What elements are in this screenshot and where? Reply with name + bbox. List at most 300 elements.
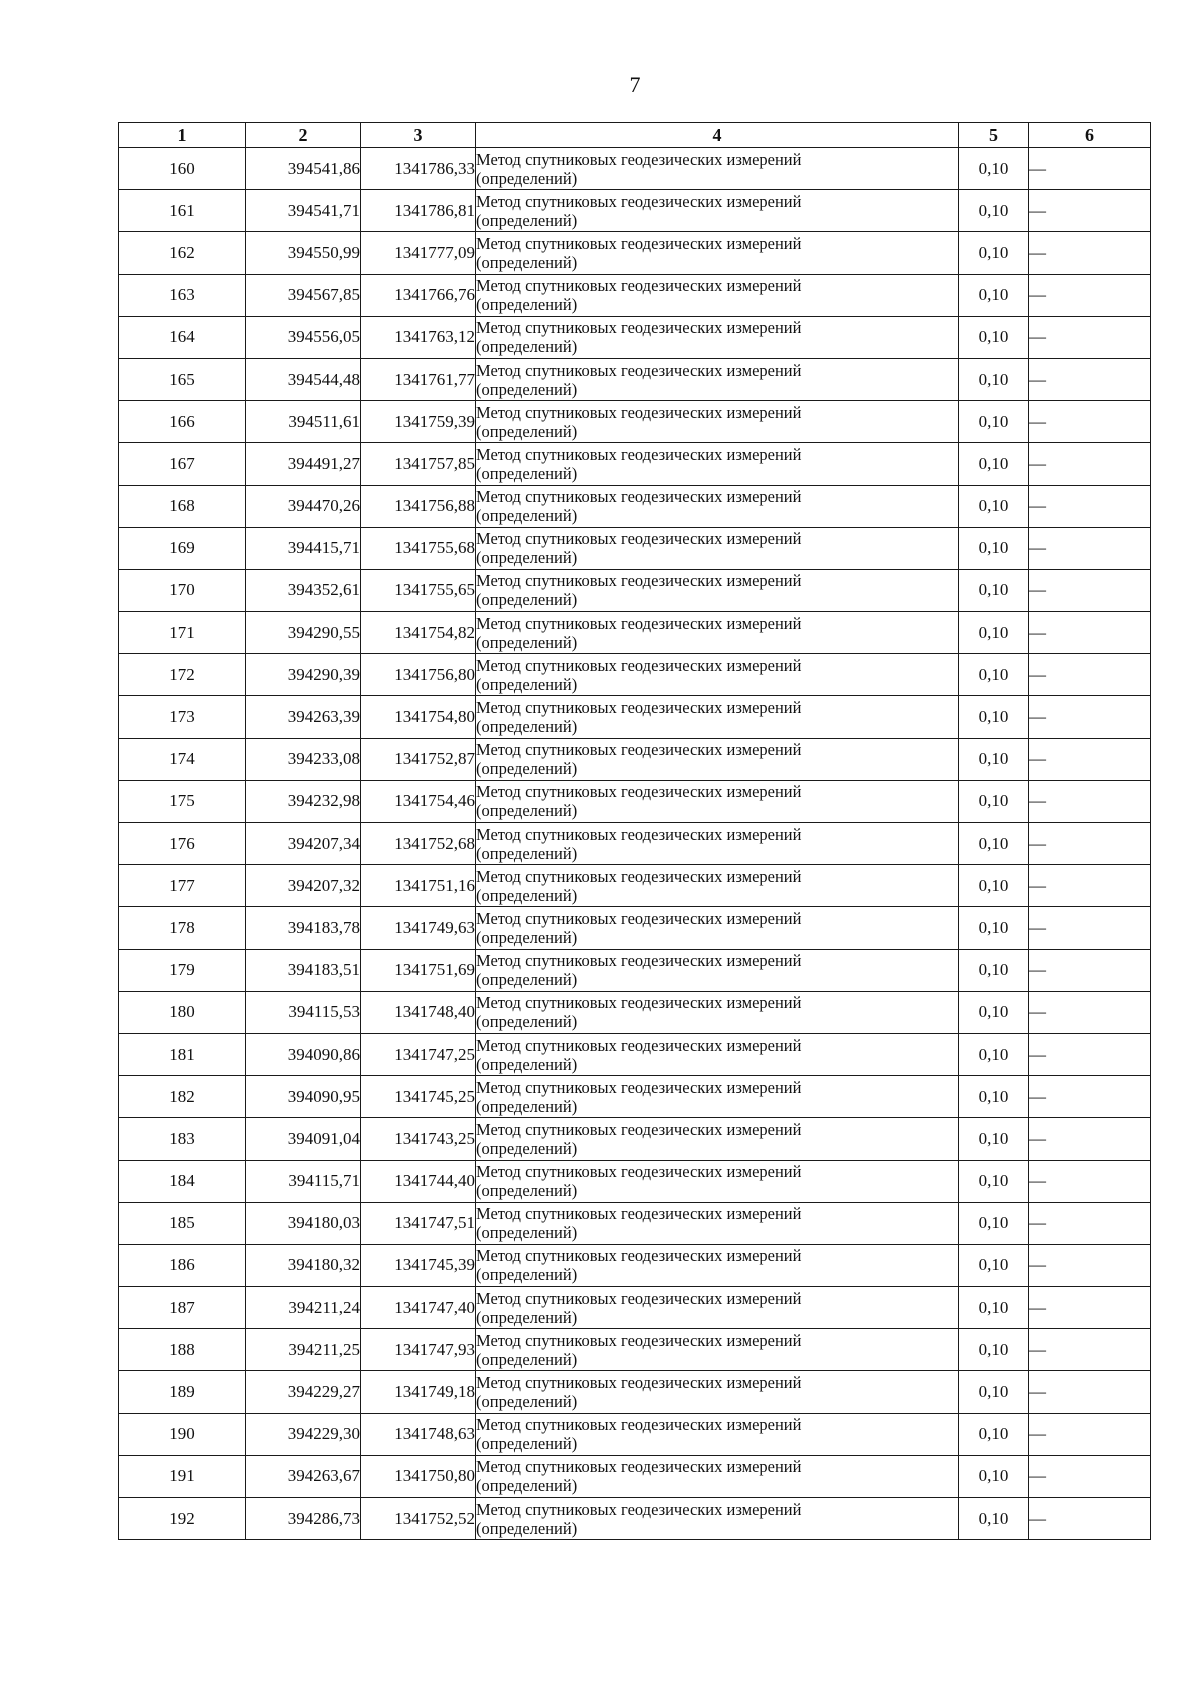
- accuracy-value: 0,10: [959, 865, 1029, 907]
- table-row: [119, 401, 1151, 443]
- accuracy-value: 0,10: [959, 1244, 1029, 1286]
- method-cell: [476, 696, 959, 738]
- point-number: 169: [119, 527, 246, 569]
- method-line-1: Метод спутниковых геодезических измерений: [476, 1162, 802, 1182]
- coordinate-x: 394183,78: [246, 907, 361, 949]
- accuracy-value: 0,10: [959, 1287, 1029, 1329]
- point-number: 177: [119, 865, 246, 907]
- table-row: [119, 232, 1151, 274]
- coordinate-y: 1341747,40: [361, 1287, 476, 1329]
- description-dash: —: [1029, 780, 1151, 822]
- method-line-2: (определений): [476, 632, 578, 652]
- method-cell: [476, 865, 959, 907]
- coordinate-y: 1341749,63: [361, 907, 476, 949]
- description-dash: —: [1029, 949, 1151, 991]
- table-row: [119, 1076, 1151, 1118]
- method-cell: [476, 991, 959, 1033]
- table-row: [119, 1118, 1151, 1160]
- method-cell: [476, 1202, 959, 1244]
- method-cell: [476, 569, 959, 611]
- accuracy-value: 0,10: [959, 401, 1029, 443]
- point-number: 176: [119, 823, 246, 865]
- method-line-1: Метод спутниковых геодезических измерений: [476, 908, 802, 928]
- coordinate-y: 1341749,18: [361, 1371, 476, 1413]
- method-line-1: Метод спутниковых геодезических измерений: [476, 1330, 802, 1350]
- coordinate-y: 1341744,40: [361, 1160, 476, 1202]
- coordinate-x: 394415,71: [246, 527, 361, 569]
- point-number: 186: [119, 1244, 246, 1286]
- coordinate-y: 1341754,80: [361, 696, 476, 738]
- point-number: 179: [119, 949, 246, 991]
- page-number: 7: [629, 72, 641, 97]
- accuracy-value: 0,10: [959, 780, 1029, 822]
- header-col-3: 3: [361, 123, 476, 148]
- method-cell: [476, 443, 959, 485]
- coordinate-x: 394290,55: [246, 612, 361, 654]
- point-number: 190: [119, 1413, 246, 1455]
- method-line-1: Метод спутниковых геодезических измерений: [476, 782, 802, 802]
- accuracy-value: 0,10: [959, 1118, 1029, 1160]
- description-dash: —: [1029, 1287, 1151, 1329]
- method-line-1: Метод спутниковых геодезических измерений: [476, 1246, 802, 1266]
- method-cell: [476, 1244, 959, 1286]
- method-line-1: Метод спутниковых геодезических измерений: [476, 993, 802, 1013]
- method-line-2: (определений): [476, 1392, 578, 1412]
- method-line-1: Метод спутниковых геодезических измерений: [476, 824, 802, 844]
- coordinate-x: 394211,25: [246, 1329, 361, 1371]
- description-dash: —: [1029, 1202, 1151, 1244]
- coordinate-y: 1341759,39: [361, 401, 476, 443]
- method-line-1: Метод спутниковых геодезических измерений: [476, 444, 802, 464]
- point-number: 164: [119, 316, 246, 358]
- point-number: 173: [119, 696, 246, 738]
- coordinate-y: 1341748,40: [361, 991, 476, 1033]
- description-dash: —: [1029, 401, 1151, 443]
- table-row: [119, 991, 1151, 1033]
- method-line-2: (определений): [476, 548, 578, 568]
- method-cell: [476, 148, 959, 190]
- point-number: 178: [119, 907, 246, 949]
- method-line-2: (определений): [476, 1518, 578, 1538]
- coordinates-table: [118, 122, 1151, 1540]
- description-dash: —: [1029, 358, 1151, 400]
- description-dash: —: [1029, 1455, 1151, 1497]
- method-cell: [476, 1329, 959, 1371]
- coordinate-y: 1341756,88: [361, 485, 476, 527]
- coordinate-y: 1341747,93: [361, 1329, 476, 1371]
- description-dash: —: [1029, 1371, 1151, 1413]
- point-number: 171: [119, 612, 246, 654]
- coordinate-y: 1341763,12: [361, 316, 476, 358]
- method-line-1: Метод спутниковых геодезических измерений: [476, 740, 802, 760]
- table-row: [119, 1498, 1151, 1540]
- method-cell: [476, 274, 959, 316]
- method-line-2: (определений): [476, 1223, 578, 1243]
- accuracy-value: 0,10: [959, 1371, 1029, 1413]
- description-dash: —: [1029, 1076, 1151, 1118]
- description-dash: —: [1029, 865, 1151, 907]
- table-row: [119, 780, 1151, 822]
- method-line-1: Метод спутниковых геодезических измерений: [476, 318, 802, 338]
- coordinate-x: 394090,86: [246, 1033, 361, 1075]
- method-line-1: Метод спутниковых геодезических измерений: [476, 1457, 802, 1477]
- method-cell: [476, 823, 959, 865]
- method-line-2: (определений): [476, 421, 578, 441]
- accuracy-value: 0,10: [959, 1160, 1029, 1202]
- description-dash: —: [1029, 1244, 1151, 1286]
- method-line-2: (определений): [476, 1265, 578, 1285]
- coordinate-x: 394115,53: [246, 991, 361, 1033]
- method-line-1: Метод спутниковых геодезических измерений: [476, 402, 802, 422]
- coordinate-x: 394263,67: [246, 1455, 361, 1497]
- coordinate-x: 394470,26: [246, 485, 361, 527]
- description-dash: —: [1029, 148, 1151, 190]
- point-number: 184: [119, 1160, 246, 1202]
- point-number: 162: [119, 232, 246, 274]
- table-row: [119, 1413, 1151, 1455]
- header-col-5: 5: [959, 123, 1029, 148]
- description-dash: —: [1029, 1413, 1151, 1455]
- coordinate-x: 394207,34: [246, 823, 361, 865]
- coordinate-y: 1341747,25: [361, 1033, 476, 1075]
- coordinate-x: 394511,61: [246, 401, 361, 443]
- description-dash: —: [1029, 696, 1151, 738]
- description-dash: —: [1029, 232, 1151, 274]
- coordinate-x: 394229,27: [246, 1371, 361, 1413]
- accuracy-value: 0,10: [959, 1202, 1029, 1244]
- method-line-2: (определений): [476, 1476, 578, 1496]
- table-row: [119, 696, 1151, 738]
- description-dash: —: [1029, 1033, 1151, 1075]
- method-cell: [476, 612, 959, 654]
- method-line-2: (определений): [476, 843, 578, 863]
- coordinate-y: 1341786,81: [361, 190, 476, 232]
- accuracy-value: 0,10: [959, 1455, 1029, 1497]
- method-line-2: (определений): [476, 337, 578, 357]
- method-line-1: Метод спутниковых геодезических измерений: [476, 1035, 802, 1055]
- accuracy-value: 0,10: [959, 232, 1029, 274]
- accuracy-value: 0,10: [959, 358, 1029, 400]
- method-cell: [476, 1287, 959, 1329]
- point-number: 185: [119, 1202, 246, 1244]
- coordinate-y: 1341743,25: [361, 1118, 476, 1160]
- coordinate-y: 1341745,25: [361, 1076, 476, 1118]
- point-number: 191: [119, 1455, 246, 1497]
- accuracy-value: 0,10: [959, 569, 1029, 611]
- coordinate-x: 394550,99: [246, 232, 361, 274]
- accuracy-value: 0,10: [959, 991, 1029, 1033]
- description-dash: —: [1029, 443, 1151, 485]
- method-line-2: (определений): [476, 1096, 578, 1116]
- method-cell: [476, 738, 959, 780]
- table-row: [119, 358, 1151, 400]
- method-line-2: (определений): [476, 1307, 578, 1327]
- coordinate-x: 394211,24: [246, 1287, 361, 1329]
- method-line-2: (определений): [476, 1054, 578, 1074]
- table-row: [119, 1287, 1151, 1329]
- coordinate-x: 394556,05: [246, 316, 361, 358]
- point-number: 170: [119, 569, 246, 611]
- method-line-2: (определений): [476, 1434, 578, 1454]
- table-row: [119, 907, 1151, 949]
- method-line-2: (определений): [476, 885, 578, 905]
- method-line-2: (определений): [476, 1138, 578, 1158]
- accuracy-value: 0,10: [959, 823, 1029, 865]
- header-col-1: 1: [119, 123, 246, 148]
- coordinate-x: 394232,98: [246, 780, 361, 822]
- description-dash: —: [1029, 527, 1151, 569]
- method-line-2: (определений): [476, 927, 578, 947]
- point-number: 166: [119, 401, 246, 443]
- table-body: [119, 148, 1151, 1540]
- method-line-1: Метод спутниковых геодезических измерений: [476, 487, 802, 507]
- description-dash: —: [1029, 907, 1151, 949]
- coordinate-y: 1341747,51: [361, 1202, 476, 1244]
- point-number: 172: [119, 654, 246, 696]
- accuracy-value: 0,10: [959, 1498, 1029, 1540]
- table-row: [119, 148, 1151, 190]
- method-line-1: Метод спутниковых геодезических измерений: [476, 529, 802, 549]
- description-dash: —: [1029, 823, 1151, 865]
- method-line-2: (определений): [476, 759, 578, 779]
- table-row: [119, 865, 1151, 907]
- table-row: [119, 443, 1151, 485]
- method-line-2: (определений): [476, 379, 578, 399]
- coordinate-y: 1341745,39: [361, 1244, 476, 1286]
- method-cell: [476, 1033, 959, 1075]
- coordinate-y: 1341752,52: [361, 1498, 476, 1540]
- point-number: 180: [119, 991, 246, 1033]
- description-dash: —: [1029, 485, 1151, 527]
- method-cell: [476, 1160, 959, 1202]
- method-line-1: Метод спутниковых геодезических измерений: [476, 951, 802, 971]
- coordinate-y: 1341752,68: [361, 823, 476, 865]
- accuracy-value: 0,10: [959, 443, 1029, 485]
- accuracy-value: 0,10: [959, 696, 1029, 738]
- accuracy-value: 0,10: [959, 612, 1029, 654]
- point-number: 161: [119, 190, 246, 232]
- table-row: [119, 823, 1151, 865]
- description-dash: —: [1029, 569, 1151, 611]
- coordinate-y: 1341755,68: [361, 527, 476, 569]
- table-row: [119, 569, 1151, 611]
- method-line-2: (определений): [476, 1181, 578, 1201]
- table-row: [119, 274, 1151, 316]
- accuracy-value: 0,10: [959, 527, 1029, 569]
- accuracy-value: 0,10: [959, 949, 1029, 991]
- method-line-1: Метод спутниковых геодезических измерений: [476, 571, 802, 591]
- coordinate-x: 394263,39: [246, 696, 361, 738]
- coordinate-x: 394090,95: [246, 1076, 361, 1118]
- coordinate-y: 1341766,76: [361, 274, 476, 316]
- coordinate-x: 394352,61: [246, 569, 361, 611]
- point-number: 188: [119, 1329, 246, 1371]
- method-cell: [476, 232, 959, 274]
- coordinate-x: 394290,39: [246, 654, 361, 696]
- coordinate-y: 1341748,63: [361, 1413, 476, 1455]
- description-dash: —: [1029, 316, 1151, 358]
- method-cell: [476, 358, 959, 400]
- coordinate-x: 394544,48: [246, 358, 361, 400]
- table-row: [119, 316, 1151, 358]
- description-dash: —: [1029, 1118, 1151, 1160]
- table-row: [119, 1244, 1151, 1286]
- point-number: 163: [119, 274, 246, 316]
- method-cell: [476, 1498, 959, 1540]
- description-dash: —: [1029, 612, 1151, 654]
- method-line-2: (определений): [476, 970, 578, 990]
- method-line-1: Метод спутниковых геодезических измерений: [476, 655, 802, 675]
- coordinate-x: 394115,71: [246, 1160, 361, 1202]
- coordinate-y: 1341751,16: [361, 865, 476, 907]
- coordinate-x: 394541,86: [246, 148, 361, 190]
- coordinate-x: 394233,08: [246, 738, 361, 780]
- method-line-1: Метод спутниковых геодезических измерений: [476, 1499, 802, 1519]
- table-row: [119, 1371, 1151, 1413]
- method-line-1: Метод спутниковых геодезических измерений: [476, 1415, 802, 1435]
- accuracy-value: 0,10: [959, 654, 1029, 696]
- description-dash: —: [1029, 1160, 1151, 1202]
- point-number: 168: [119, 485, 246, 527]
- coordinate-x: 394491,27: [246, 443, 361, 485]
- method-cell: [476, 527, 959, 569]
- table-row: [119, 738, 1151, 780]
- coordinate-x: 394091,04: [246, 1118, 361, 1160]
- method-line-2: (определений): [476, 590, 578, 610]
- coordinate-y: 1341755,65: [361, 569, 476, 611]
- coordinate-y: 1341752,87: [361, 738, 476, 780]
- method-cell: [476, 654, 959, 696]
- method-line-2: (определений): [476, 674, 578, 694]
- method-line-2: (определений): [476, 463, 578, 483]
- point-number: 167: [119, 443, 246, 485]
- method-line-1: Метод спутниковых геодезических измерений: [476, 1288, 802, 1308]
- method-line-2: (определений): [476, 295, 578, 315]
- method-cell: [476, 1076, 959, 1118]
- coordinate-x: 394567,85: [246, 274, 361, 316]
- method-cell: [476, 1413, 959, 1455]
- description-dash: —: [1029, 1498, 1151, 1540]
- point-number: 192: [119, 1498, 246, 1540]
- method-line-1: Метод спутниковых геодезических измерений: [476, 613, 802, 633]
- coordinate-y: 1341786,33: [361, 148, 476, 190]
- accuracy-value: 0,10: [959, 148, 1029, 190]
- method-line-1: Метод спутниковых геодезических измерений: [476, 698, 802, 718]
- coordinate-y: 1341777,09: [361, 232, 476, 274]
- method-line-1: Метод спутниковых геодезических измерений: [476, 866, 802, 886]
- method-line-2: (определений): [476, 801, 578, 821]
- coordinate-x: 394180,32: [246, 1244, 361, 1286]
- method-cell: [476, 1118, 959, 1160]
- coordinate-y: 1341756,80: [361, 654, 476, 696]
- description-dash: —: [1029, 274, 1151, 316]
- description-dash: —: [1029, 190, 1151, 232]
- description-dash: —: [1029, 738, 1151, 780]
- header-col-6: 6: [1029, 123, 1151, 148]
- table-header-row: [119, 123, 1151, 148]
- method-line-1: Метод спутниковых геодезических измерений: [476, 191, 802, 211]
- description-dash: —: [1029, 654, 1151, 696]
- accuracy-value: 0,10: [959, 907, 1029, 949]
- coordinate-y: 1341761,77: [361, 358, 476, 400]
- coordinate-x: 394286,73: [246, 1498, 361, 1540]
- table-row: [119, 949, 1151, 991]
- method-line-1: Метод спутниковых геодезических измерений: [476, 1373, 802, 1393]
- method-line-2: (определений): [476, 1012, 578, 1032]
- method-line-1: Метод спутниковых геодезических измерений: [476, 1077, 802, 1097]
- coordinate-x: 394207,32: [246, 865, 361, 907]
- coordinate-y: 1341757,85: [361, 443, 476, 485]
- point-number: 165: [119, 358, 246, 400]
- method-cell: [476, 1371, 959, 1413]
- coordinate-y: 1341754,46: [361, 780, 476, 822]
- accuracy-value: 0,10: [959, 316, 1029, 358]
- table-row: [119, 527, 1151, 569]
- method-cell: [476, 1455, 959, 1497]
- description-dash: —: [1029, 991, 1151, 1033]
- accuracy-value: 0,10: [959, 1329, 1029, 1371]
- coordinate-y: 1341754,82: [361, 612, 476, 654]
- accuracy-value: 0,10: [959, 738, 1029, 780]
- method-line-2: (определений): [476, 1349, 578, 1369]
- table-row: [119, 1455, 1151, 1497]
- table-row: [119, 190, 1151, 232]
- table-row: [119, 1033, 1151, 1075]
- header-col-4: 4: [476, 123, 959, 148]
- point-number: 174: [119, 738, 246, 780]
- point-number: 182: [119, 1076, 246, 1118]
- table-row: [119, 654, 1151, 696]
- table-row: [119, 1329, 1151, 1371]
- accuracy-value: 0,10: [959, 1076, 1029, 1118]
- method-cell: [476, 949, 959, 991]
- table-row: [119, 1160, 1151, 1202]
- header-col-2: 2: [246, 123, 361, 148]
- point-number: 181: [119, 1033, 246, 1075]
- method-line-1: Метод спутниковых геодезических измерений: [476, 360, 802, 380]
- table-row: [119, 485, 1151, 527]
- point-number: 183: [119, 1118, 246, 1160]
- point-number: 187: [119, 1287, 246, 1329]
- table-row: [119, 1202, 1151, 1244]
- point-number: 175: [119, 780, 246, 822]
- method-cell: [476, 485, 959, 527]
- method-line-1: Метод спутниковых геодезических измерений: [476, 1204, 802, 1224]
- method-line-2: (определений): [476, 252, 578, 272]
- method-cell: [476, 316, 959, 358]
- accuracy-value: 0,10: [959, 1413, 1029, 1455]
- coordinate-x: 394183,51: [246, 949, 361, 991]
- coordinate-y: 1341751,69: [361, 949, 476, 991]
- coordinate-x: 394541,71: [246, 190, 361, 232]
- method-line-1: Метод спутниковых геодезических измерений: [476, 149, 802, 169]
- method-cell: [476, 907, 959, 949]
- accuracy-value: 0,10: [959, 274, 1029, 316]
- method-line-2: (определений): [476, 168, 578, 188]
- method-line-1: Метод спутниковых геодезических измерений: [476, 1119, 802, 1139]
- accuracy-value: 0,10: [959, 190, 1029, 232]
- point-number: 189: [119, 1371, 246, 1413]
- coordinate-x: 394180,03: [246, 1202, 361, 1244]
- method-line-1: Метод спутниковых геодезических измерений: [476, 233, 802, 253]
- method-line-1: Метод спутниковых геодезических измерений: [476, 276, 802, 296]
- coordinate-y: 1341750,80: [361, 1455, 476, 1497]
- method-cell: [476, 780, 959, 822]
- method-cell: [476, 401, 959, 443]
- method-line-2: (определений): [476, 717, 578, 737]
- method-line-2: (определений): [476, 506, 578, 526]
- accuracy-value: 0,10: [959, 485, 1029, 527]
